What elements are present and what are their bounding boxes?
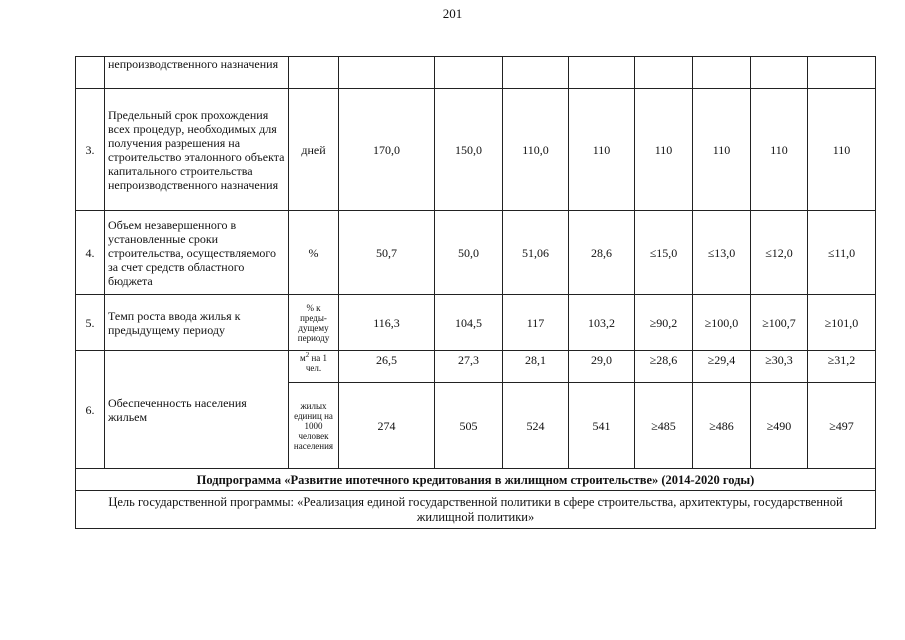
value-cell: ≥485 [635, 383, 693, 469]
value-cell: ≥29,4 [693, 351, 751, 383]
value-cell: 104,5 [435, 295, 503, 351]
indicator-name: Обеспеченность населения жильем [105, 351, 289, 469]
value-cell: ≥28,6 [635, 351, 693, 383]
unit-cell: % [289, 211, 339, 295]
unit-cell: жилых единиц на 1000 человек населения [289, 383, 339, 469]
unit-sqm-label: $м^2$ на 1 чел. [299, 351, 327, 373]
value-cell [435, 57, 503, 89]
value-cell: ≥101,0 [808, 295, 876, 351]
subprogram-title: Подпрограмма «Развитие ипотечного кредитования в жилищном строительстве» (2014-2020 годы) [76, 469, 876, 491]
value-cell: 110 [751, 89, 808, 211]
value-cell: 117 [503, 295, 569, 351]
value-cell: 541 [569, 383, 635, 469]
row-number [76, 57, 105, 89]
subprogram-row [76, 469, 876, 491]
value-cell [339, 57, 435, 89]
value-cell [693, 57, 751, 89]
value-cell: ≥486 [693, 383, 751, 469]
value-cell: 28,6 [569, 211, 635, 295]
value-cell [569, 57, 635, 89]
value-cell: 150,0 [435, 89, 503, 211]
row-number: 3. [76, 89, 105, 211]
value-cell: ≥100,7 [751, 295, 808, 351]
indicator-name: Объем незавершенного в установленные сроки строительства, осуществляемого за счет средств областного бюджета [105, 211, 289, 295]
value-cell: ≤12,0 [751, 211, 808, 295]
value-cell: 110 [693, 89, 751, 211]
unit-cell: дней [289, 89, 339, 211]
value-cell: 116,3 [339, 295, 435, 351]
value-cell [503, 57, 569, 89]
value-cell: 274 [339, 383, 435, 469]
value-cell: 50,7 [339, 211, 435, 295]
value-cell [751, 57, 808, 89]
indicator-name: непроизводственного назначения [105, 57, 289, 89]
value-cell: ≤11,0 [808, 211, 876, 295]
indicator-name: Темп роста ввода жилья к предыдущему периоду [105, 295, 289, 351]
value-cell: ≤13,0 [693, 211, 751, 295]
value-cell: 110 [635, 89, 693, 211]
table-row [76, 295, 876, 351]
value-cell: 50,0 [435, 211, 503, 295]
goal-text: Цель государственной программы: «Реализация единой государственной политики в сфере строительства, архитектуры, государственной жилищной политики» [76, 491, 876, 529]
value-cell [808, 57, 876, 89]
table-row [76, 351, 876, 383]
value-cell: 505 [435, 383, 503, 469]
row-number: 6. [76, 351, 105, 469]
value-cell: ≥490 [751, 383, 808, 469]
value-cell: 51,06 [503, 211, 569, 295]
value-cell: ≥100,0 [693, 295, 751, 351]
value-cell: ≥497 [808, 383, 876, 469]
value-cell: 29,0 [569, 351, 635, 383]
page-number: 201 [442, 6, 463, 21]
table-row [76, 57, 876, 89]
value-cell: 27,3 [435, 351, 503, 383]
row-number: 4. [76, 211, 105, 295]
value-cell: ≥31,2 [808, 351, 876, 383]
unit-cell [289, 57, 339, 89]
value-cell: ≤15,0 [635, 211, 693, 295]
value-cell: 26,5 [339, 351, 435, 383]
goal-row [76, 491, 876, 529]
value-cell: 110 [808, 89, 876, 211]
indicators-table [75, 56, 876, 529]
value-cell: 103,2 [569, 295, 635, 351]
table-row [76, 211, 876, 295]
row-number: 5. [76, 295, 105, 351]
value-cell: 170,0 [339, 89, 435, 211]
table-row [76, 89, 876, 211]
value-cell [635, 57, 693, 89]
value-cell: 110 [569, 89, 635, 211]
value-cell: ≥90,2 [635, 295, 693, 351]
indicator-name: Предельный срок прохождения всех процедур, необходимых для получения разрешения на строительство эталонного объекта капитального строительства непроизводственного назначения [105, 89, 289, 211]
value-cell: ≥30,3 [751, 351, 808, 383]
unit-cell: % к преды-дущему периоду [289, 295, 339, 351]
value-cell: 110,0 [503, 89, 569, 211]
value-cell: 524 [503, 383, 569, 469]
unit-cell [289, 351, 339, 383]
value-cell: 28,1 [503, 351, 569, 383]
